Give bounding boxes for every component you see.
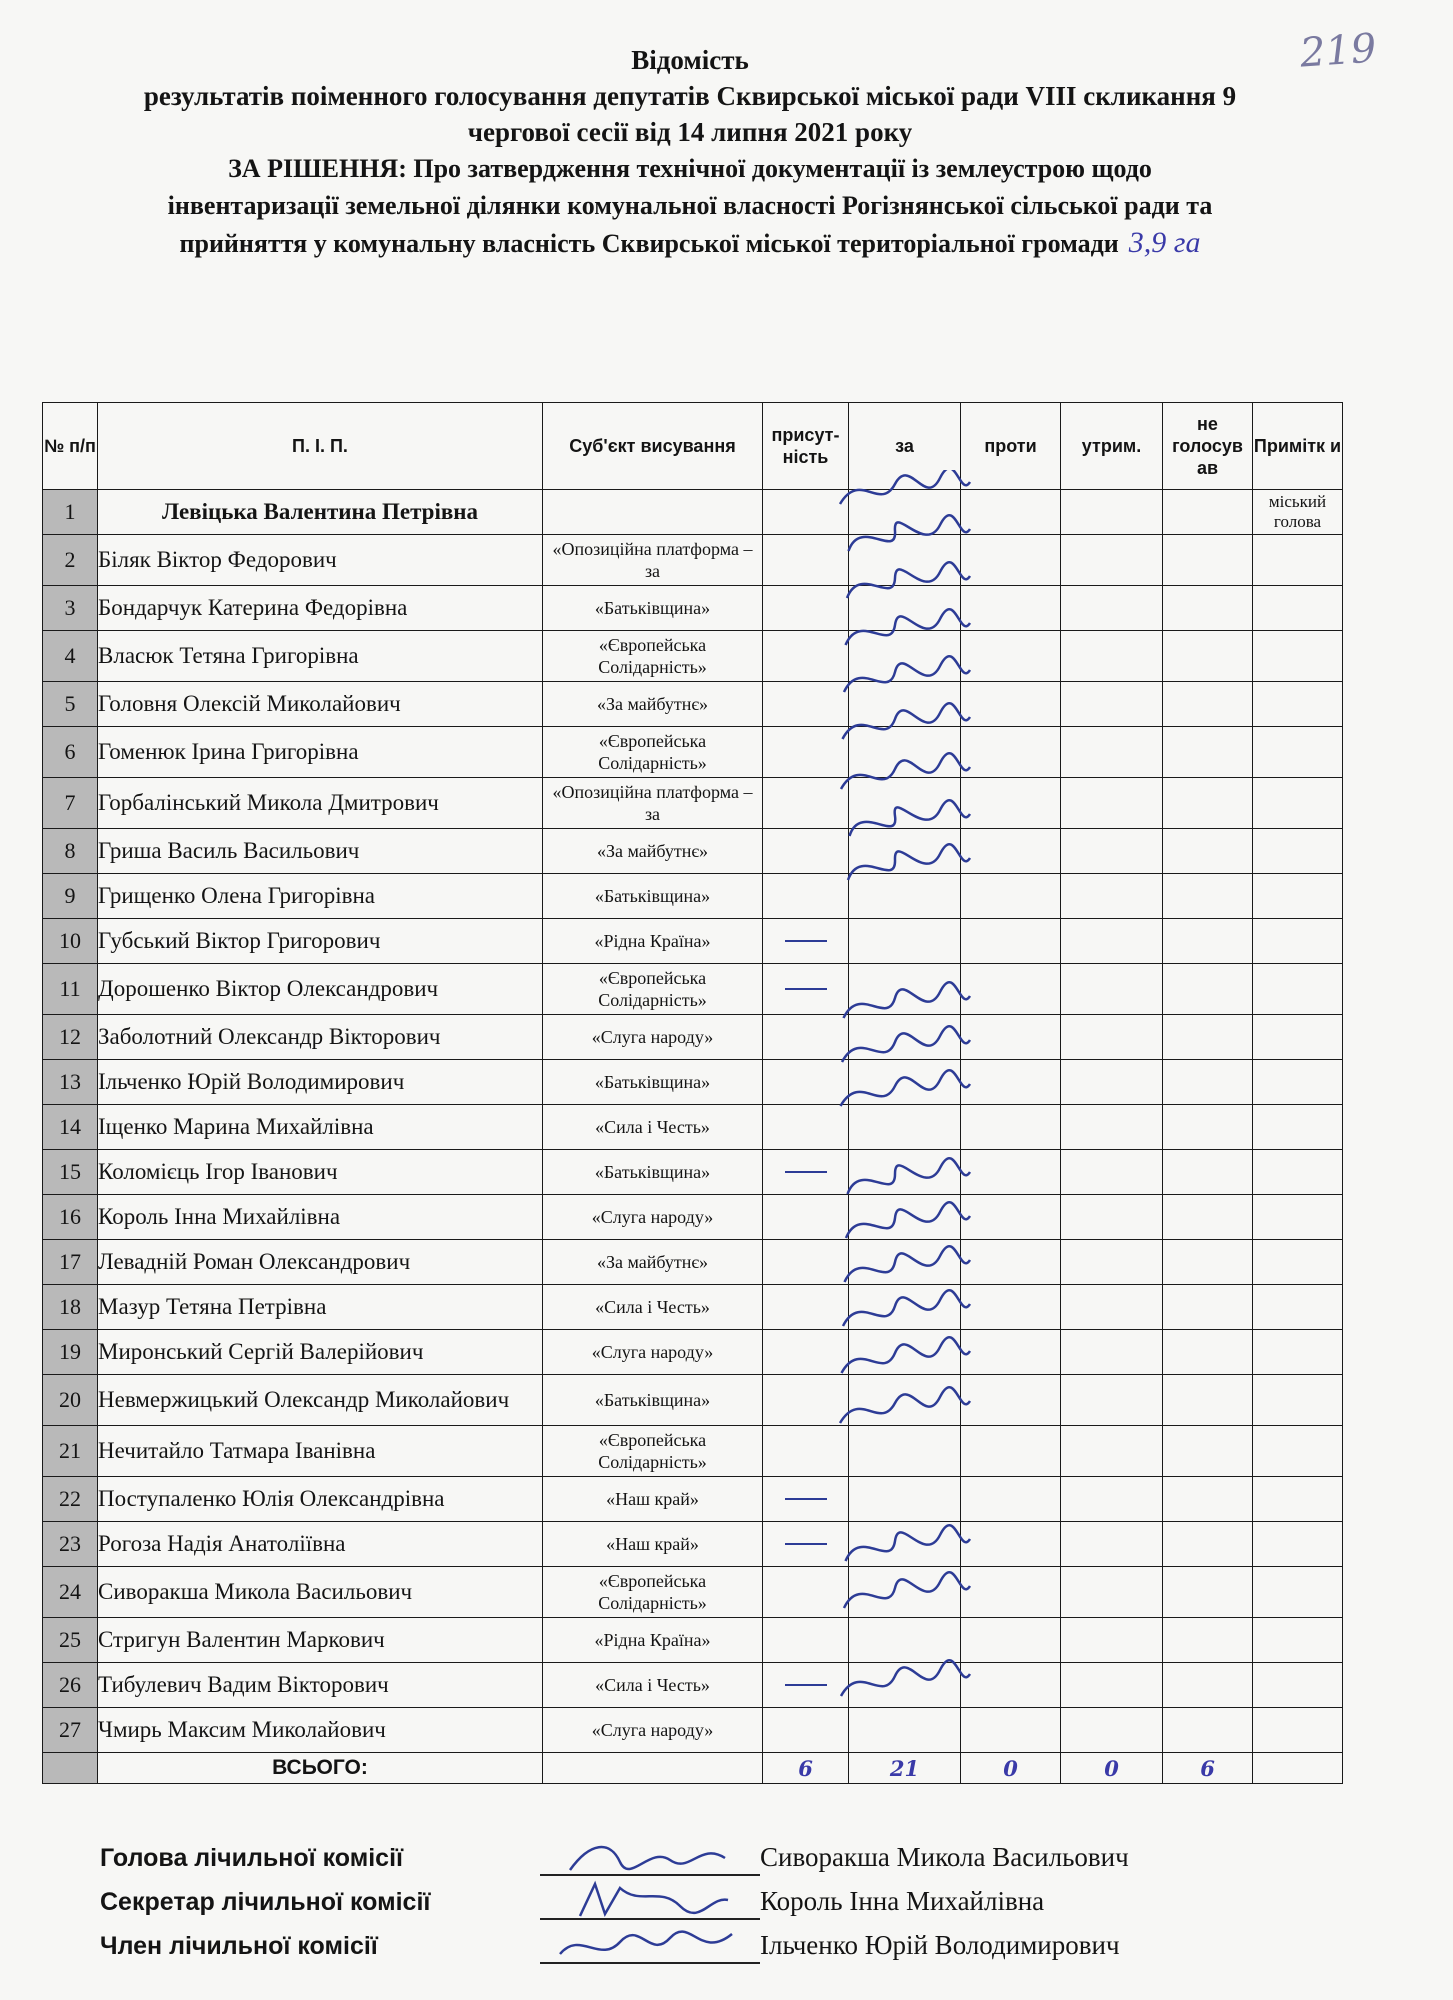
vote-abstain-cell xyxy=(1061,1150,1163,1195)
commission-name: Король Інна Михайлівна xyxy=(760,1886,1045,1916)
deputy-signature xyxy=(841,753,970,789)
heading-line: результатів поіменного голосування депутатів Сквирської міської ради VIII скликання 9 xyxy=(143,81,1237,111)
deputy-name: Невмержицький Олександр Миколайович xyxy=(98,1375,543,1426)
deputy-name: Рогоза Надія Анатоліївна xyxy=(98,1522,543,1567)
not-voted-cell xyxy=(1163,1060,1253,1105)
not-voted-cell xyxy=(1163,919,1253,964)
deputy-party: «Європейська Солідарність» xyxy=(543,727,763,778)
deputy-party: «Європейська Солідарність» xyxy=(543,964,763,1015)
deputy-name: Чмирь Максим Миколайович xyxy=(98,1708,543,1753)
deputy-name: Горбалінський Микола Дмитрович xyxy=(98,778,543,829)
vote-abstain-cell xyxy=(1061,1618,1163,1663)
table-row xyxy=(43,1375,1343,1426)
note-cell xyxy=(1253,1477,1343,1522)
deputy-party: «Європейська Солідарність» xyxy=(543,1567,763,1618)
table-row xyxy=(43,919,1343,964)
not-voted-cell xyxy=(1163,1663,1253,1708)
vote-abstain-cell xyxy=(1061,919,1163,964)
deputy-name: Дорошенко Віктор Олександрович xyxy=(98,964,543,1015)
header-party: Суб'єкт висування xyxy=(543,403,763,490)
row-number: 14 xyxy=(43,1105,98,1150)
deputy-party: «Опозиційна платформа – за xyxy=(543,778,763,829)
table-row xyxy=(43,829,1343,874)
table-row xyxy=(43,1663,1343,1708)
deputy-signature xyxy=(840,470,970,504)
deputy-party: «Сила і Честь» xyxy=(543,1663,763,1708)
table-row xyxy=(43,778,1343,829)
vote-abstain-cell xyxy=(1061,1426,1163,1477)
vote-abstain-cell xyxy=(1061,1708,1163,1753)
note-cell xyxy=(1253,1240,1343,1285)
deputy-name: Грищенко Олена Григорівна xyxy=(98,874,543,919)
deputy-party: «Слуга народу» xyxy=(543,1195,763,1240)
deputy-signature xyxy=(840,1387,970,1423)
note-cell xyxy=(1253,1015,1343,1060)
deputy-signature xyxy=(848,844,970,880)
note-cell xyxy=(1253,727,1343,778)
deputy-signature xyxy=(850,800,971,836)
total-notes-cell xyxy=(1253,1753,1343,1784)
vote-abstain-cell xyxy=(1061,1477,1163,1522)
deputy-signature xyxy=(849,515,971,551)
deputy-party: «Наш край» xyxy=(543,1522,763,1567)
table-header-row xyxy=(43,403,1343,490)
deputy-signature xyxy=(842,1026,970,1062)
total-against: 0 xyxy=(961,1753,1061,1784)
table-row xyxy=(43,586,1343,631)
not-voted-cell xyxy=(1163,778,1253,829)
vote-abstain-cell xyxy=(1061,874,1163,919)
deputy-party: «За майбутнє» xyxy=(543,682,763,727)
total-not-voted: 6 xyxy=(1163,1753,1253,1784)
not-voted-cell xyxy=(1163,1708,1253,1753)
vote-abstain-cell xyxy=(1061,631,1163,682)
counting-commission xyxy=(100,1838,1350,1970)
table-row xyxy=(43,1150,1343,1195)
note-cell xyxy=(1253,1375,1343,1426)
not-voted-cell xyxy=(1163,1015,1253,1060)
table-row xyxy=(43,1426,1343,1477)
not-voted-cell xyxy=(1163,964,1253,1015)
table-row xyxy=(43,727,1343,778)
vote-abstain-cell xyxy=(1061,1195,1163,1240)
row-number: 11 xyxy=(43,964,98,1015)
deputy-name: Губський Віктор Григорович xyxy=(98,919,543,964)
deputy-signature xyxy=(843,703,971,739)
heading-line: чергової сесії від 14 липня 2021 року xyxy=(467,117,913,147)
deputy-party: «Батьківщина» xyxy=(543,1060,763,1105)
deputy-party: «Опозиційна платформа – за xyxy=(543,535,763,586)
signatures-column xyxy=(820,470,980,1790)
deputy-name: Стригун Валентин Маркович xyxy=(98,1618,543,1663)
vote-abstain-cell xyxy=(1061,1375,1163,1426)
table-row xyxy=(43,631,1343,682)
table-row xyxy=(43,1105,1343,1150)
commission-name: Сиворакша Микола Васильович xyxy=(760,1842,1129,1872)
total-row xyxy=(43,1753,1343,1784)
not-voted-cell xyxy=(1163,631,1253,682)
page-number: 219 xyxy=(1298,25,1378,77)
table-row xyxy=(43,1330,1343,1375)
not-voted-cell xyxy=(1163,1618,1253,1663)
row-number: 12 xyxy=(43,1015,98,1060)
header-not-voted: не голосув ав xyxy=(1163,403,1253,490)
header-for: за xyxy=(849,403,961,490)
note-cell xyxy=(1253,919,1343,964)
deputy-name: Бондарчук Катерина Федорівна xyxy=(98,586,543,631)
deputy-party: «Слуга народу» xyxy=(543,1015,763,1060)
not-voted-cell xyxy=(1163,1477,1253,1522)
not-voted-cell xyxy=(1163,682,1253,727)
row-number: 26 xyxy=(43,1663,98,1708)
note-cell xyxy=(1253,586,1343,631)
vote-abstain-cell xyxy=(1061,1567,1163,1618)
note-cell xyxy=(1253,1522,1343,1567)
vote-abstain-cell xyxy=(1061,490,1163,535)
deputy-name: Головня Олексій Миколайович xyxy=(98,682,543,727)
commission-row-member xyxy=(100,1926,1350,1970)
table-row xyxy=(43,964,1343,1015)
total-label: ВСЬОГО: xyxy=(98,1753,543,1784)
decision-line: ЗА РІШЕННЯ: Про затвердження технічної документації із землеустрою щодо xyxy=(228,154,1152,183)
deputy-signature xyxy=(845,1246,971,1282)
vote-abstain-cell xyxy=(1061,1060,1163,1105)
deputy-signature xyxy=(847,562,970,598)
total-abstain: 0 xyxy=(1061,1753,1163,1784)
note-cell xyxy=(1253,1060,1343,1105)
not-voted-cell xyxy=(1163,1150,1253,1195)
table-row xyxy=(43,1015,1343,1060)
deputy-signature xyxy=(848,1158,971,1194)
row-number: 24 xyxy=(43,1567,98,1618)
not-voted-cell xyxy=(1163,829,1253,874)
total-num-cell xyxy=(43,1753,98,1784)
note-cell xyxy=(1253,682,1343,727)
not-voted-cell xyxy=(1163,586,1253,631)
deputy-name: Заболотний Олександр Вікторович xyxy=(98,1015,543,1060)
deputy-signature xyxy=(842,1337,971,1373)
deputy-party: «Батьківщина» xyxy=(543,874,763,919)
row-number: 17 xyxy=(43,1240,98,1285)
header-notes: Примітк и xyxy=(1253,403,1343,490)
deputy-party: «Слуга народу» xyxy=(543,1330,763,1375)
not-voted-cell xyxy=(1163,1285,1253,1330)
vote-abstain-cell xyxy=(1061,1240,1163,1285)
deputy-signature xyxy=(846,609,971,645)
deputy-signature xyxy=(846,1525,971,1561)
note-cell xyxy=(1253,778,1343,829)
note-cell xyxy=(1253,1426,1343,1477)
row-number: 21 xyxy=(43,1426,98,1477)
header-num: № п/п xyxy=(43,403,98,490)
vote-abstain-cell xyxy=(1061,586,1163,631)
deputy-name: Поступаленко Юлія Олександрівна xyxy=(98,1477,543,1522)
note-cell xyxy=(1253,1285,1343,1330)
row-number: 6 xyxy=(43,727,98,778)
table-row xyxy=(43,1240,1343,1285)
not-voted-cell xyxy=(1163,874,1253,919)
row-number: 16 xyxy=(43,1195,98,1240)
note-cell xyxy=(1253,874,1343,919)
not-voted-cell xyxy=(1163,727,1253,778)
row-number: 22 xyxy=(43,1477,98,1522)
table-row xyxy=(43,1060,1343,1105)
table-row xyxy=(43,490,1343,535)
not-voted-cell xyxy=(1163,490,1253,535)
deputy-party xyxy=(543,490,763,535)
deputy-party: «Сила і Честь» xyxy=(543,1285,763,1330)
vote-abstain-cell xyxy=(1061,1015,1163,1060)
not-voted-cell xyxy=(1163,1567,1253,1618)
not-voted-cell xyxy=(1163,1375,1253,1426)
not-voted-cell xyxy=(1163,535,1253,586)
vote-abstain-cell xyxy=(1061,1330,1163,1375)
note-cell xyxy=(1253,1708,1343,1753)
row-number: 2 xyxy=(43,535,98,586)
table-row xyxy=(43,1567,1343,1618)
deputy-party: «Батьківщина» xyxy=(543,586,763,631)
deputy-name: Біляк Віктор Федорович xyxy=(98,535,543,586)
table-row xyxy=(43,535,1343,586)
note-cell xyxy=(1253,631,1343,682)
vote-abstain-cell xyxy=(1061,964,1163,1015)
header-presence: присут-ність xyxy=(763,403,849,490)
row-number: 5 xyxy=(43,682,98,727)
deputy-party: «Слуга народу» xyxy=(543,1708,763,1753)
total-presence: 6 xyxy=(763,1753,849,1784)
total-for: 21 xyxy=(849,1753,961,1784)
deputy-signature xyxy=(844,1572,970,1608)
table-row xyxy=(43,1522,1343,1567)
row-number: 3 xyxy=(43,586,98,631)
table-row xyxy=(43,1195,1343,1240)
deputy-party: «Батьківщина» xyxy=(543,1150,763,1195)
deputy-signature xyxy=(841,1070,971,1106)
deputy-party: «За майбутнє» xyxy=(543,1240,763,1285)
deputy-name: Тибулевич Вадим Вікторович xyxy=(98,1663,543,1708)
vote-abstain-cell xyxy=(1061,727,1163,778)
deputy-name: Ільченко Юрій Володимирович xyxy=(98,1060,543,1105)
document-heading xyxy=(40,42,1340,262)
deputy-signature xyxy=(843,1290,970,1326)
deputy-name: Гриша Василь Васильович xyxy=(98,829,543,874)
deputy-party: «Батьківщина» xyxy=(543,1375,763,1426)
total-party-cell xyxy=(543,1753,763,1784)
deputy-name: Король Інна Михайлівна xyxy=(98,1195,543,1240)
table-row xyxy=(43,1618,1343,1663)
note-cell xyxy=(1253,1195,1343,1240)
note-cell xyxy=(1253,1567,1343,1618)
deputy-name: Власюк Тетяна Григорівна xyxy=(98,631,543,682)
note-cell xyxy=(1253,964,1343,1015)
handwritten-area-note: 3,9 га xyxy=(1128,226,1201,259)
deputy-party: «За майбутнє» xyxy=(543,829,763,874)
row-number: 19 xyxy=(43,1330,98,1375)
deputy-name: Коломієць Ігор Іванович xyxy=(98,1150,543,1195)
not-voted-cell xyxy=(1163,1522,1253,1567)
table-row xyxy=(43,1285,1343,1330)
not-voted-cell xyxy=(1163,1195,1253,1240)
deputy-name: Нечитайло Татмара Іванівна xyxy=(98,1426,543,1477)
commission-role: Голова лічильної комісії xyxy=(100,1844,404,1872)
row-number: 23 xyxy=(43,1522,98,1567)
row-number: 1 xyxy=(43,490,98,535)
not-voted-cell xyxy=(1163,1330,1253,1375)
commission-name: Ільченко Юрій Володимирович xyxy=(760,1930,1120,1960)
table-row xyxy=(43,874,1343,919)
not-voted-cell xyxy=(1163,1240,1253,1285)
row-number: 9 xyxy=(43,874,98,919)
note-cell xyxy=(1253,829,1343,874)
row-number: 13 xyxy=(43,1060,98,1105)
deputy-name: Іщенко Марина Михайлівна xyxy=(98,1105,543,1150)
deputy-name: Мазур Тетяна Петрівна xyxy=(98,1285,543,1330)
vote-abstain-cell xyxy=(1061,1663,1163,1708)
vote-abstain-cell xyxy=(1061,778,1163,829)
row-number: 4 xyxy=(43,631,98,682)
row-number: 15 xyxy=(43,1150,98,1195)
vote-abstain-cell xyxy=(1061,535,1163,586)
not-voted-cell xyxy=(1163,1426,1253,1477)
deputy-name: Левіцька Валентина Петрівна xyxy=(98,490,543,535)
decision-line: інвентаризації земельної ділянки комунальної власності Рогізнянської сільської ради та xyxy=(167,191,1213,220)
note-cell xyxy=(1253,1330,1343,1375)
row-number: 25 xyxy=(43,1618,98,1663)
vote-abstain-cell xyxy=(1061,1285,1163,1330)
deputy-name: Левадній Роман Олександрович xyxy=(98,1240,543,1285)
row-number: 8 xyxy=(43,829,98,874)
note-cell: міський голова xyxy=(1253,490,1343,535)
deputy-name: Гоменюк Ірина Григорівна xyxy=(98,727,543,778)
voting-table xyxy=(42,402,1343,1784)
deputy-party: «Рідна Країна» xyxy=(543,919,763,964)
deputy-name: Сиворакша Микола Васильович xyxy=(98,1567,543,1618)
commission-role: Член лічильної комісії xyxy=(100,1932,378,1960)
header-against: проти xyxy=(961,403,1061,490)
row-number: 27 xyxy=(43,1708,98,1753)
not-voted-cell xyxy=(1163,1105,1253,1150)
vote-abstain-cell xyxy=(1061,1105,1163,1150)
table-row xyxy=(43,682,1343,727)
note-cell xyxy=(1253,1105,1343,1150)
row-number: 10 xyxy=(43,919,98,964)
note-cell xyxy=(1253,1618,1343,1663)
table-row xyxy=(43,1708,1343,1753)
vote-abstain-cell xyxy=(1061,829,1163,874)
table-row xyxy=(43,1477,1343,1522)
note-cell xyxy=(1253,535,1343,586)
deputy-party: «Рідна Країна» xyxy=(543,1618,763,1663)
row-number: 7 xyxy=(43,778,98,829)
deputy-party: «Європейська Солідарність» xyxy=(543,1426,763,1477)
document-title: Відомість xyxy=(631,45,749,75)
deputy-signature xyxy=(844,982,971,1018)
deputy-party: «Сила і Честь» xyxy=(543,1105,763,1150)
header-abstain: утрим. xyxy=(1061,403,1163,490)
deputy-signature xyxy=(844,656,970,692)
row-number: 18 xyxy=(43,1285,98,1330)
signature-member xyxy=(550,1920,740,1970)
deputy-name: Миронський Сергій Валерійович xyxy=(98,1330,543,1375)
deputy-party: «Європейська Солідарність» xyxy=(543,631,763,682)
note-cell xyxy=(1253,1150,1343,1195)
deputy-party: «Наш край» xyxy=(543,1477,763,1522)
row-number: 20 xyxy=(43,1375,98,1426)
vote-abstain-cell xyxy=(1061,1522,1163,1567)
signature-chair xyxy=(550,1832,740,1882)
note-cell xyxy=(1253,1663,1343,1708)
header-name: П. І. П. xyxy=(98,403,543,490)
signature-secretary xyxy=(550,1876,740,1926)
deputy-signature xyxy=(846,1202,970,1238)
deputy-signature xyxy=(841,1660,970,1696)
decision-text: прийняття у комунальну власність Сквирської міської територіальної громади xyxy=(179,229,1119,258)
vote-abstain-cell xyxy=(1061,682,1163,727)
decision-line xyxy=(40,224,1340,262)
commission-role: Секретар лічильної комісії xyxy=(100,1888,431,1916)
